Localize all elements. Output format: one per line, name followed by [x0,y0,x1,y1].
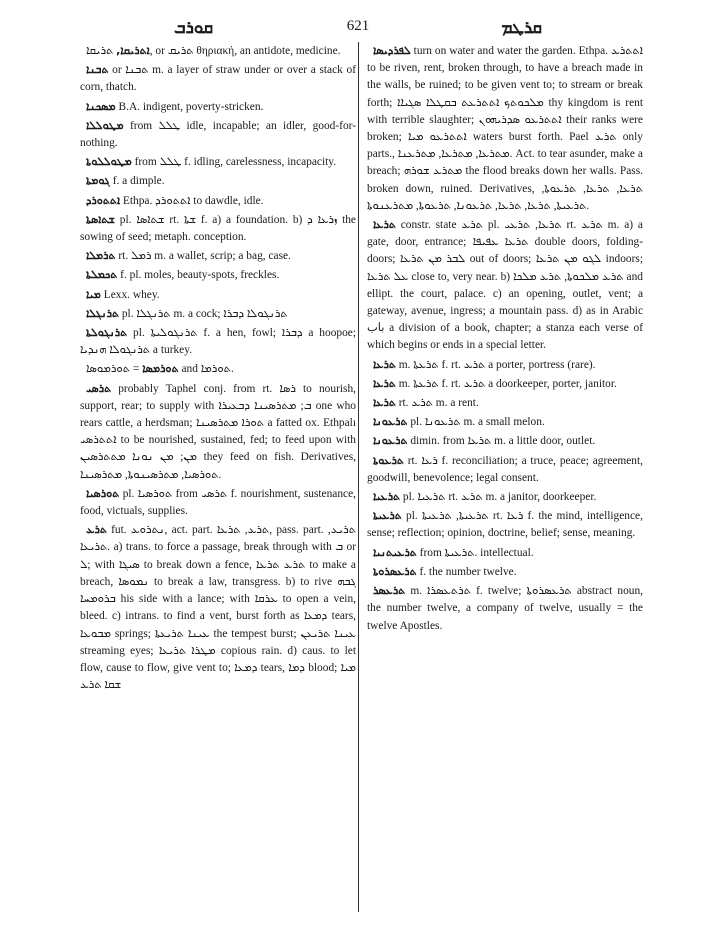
dictionary-entry [367,452,643,487]
dictionary-entry [367,356,643,374]
dictionary-entry [80,98,356,116]
entry-definition: = ܬܘܪܡܘܣܐ and ܬܘܪܡܐ. [86,363,234,376]
entry-headword: ܡܝܐ [86,287,101,301]
entry-headword: ܬܒܢܐ [86,63,109,77]
dictionary-entry [367,375,643,393]
entry-definition: from ܛܠܠ idle, incapable; an idler, good-for-nothing. [80,119,356,150]
entry-definition: dimin. from ܬܪܥܐ m. a little door, outlet. [407,435,596,448]
dictionary-entry [367,413,643,431]
dictionary-entry [80,485,356,520]
right-column [367,42,643,917]
dictionary-entry [367,42,643,215]
entry-definition: pl. ܬܘܪܣܝܐ from ܬܪܣܝ f. nourishment, sustenance, food, victuals, supplies. [80,487,356,518]
entry-headword: ܬܪܥ [86,523,107,537]
entry-headword: ܡܣܟܢܐ [86,99,116,113]
entry-headword: ܬܪܥܐ [373,357,396,371]
entry-headword: ܐܬܬܘܪܕ [86,193,121,207]
entry-headword: ܡܛܘܠܠܐ [86,118,124,132]
entry-definition: turn on water and water the garden. Ethpa. ܐܬܬܪܥ to be riven, rent, broken through, to have a breach made in the walls, be ruined; to be given vent to; to stream or break forth; ܡܠܟܘܬܟ ܐܬܬܪܥܬ ܒܩܛܠܐ ܣܓܝܐܐ thy kingdom is rent with terrible slaughter; ܐܬܬܪܥܘ ܣܕܪܝܗܘܢ their ranks were broken; ܐܬܬܪܥܘ ܡܝܐ waters burst forth. Pael ܬܪܥ only parts., ܡܬܪܥܐ, ܡܬܪܥܐ, ܡܬܪܥܢܐ. Act. to tear asunder, make a breach; ܡܬܪܥ ܫܘܪܗ the flood breaks down her walls. Pass. broken down, ruined. Derivatives, ܬܪܥܐ, ܬܪܥܐ, ܬܪܥܘܬܐ, ܬܪܥܝܬܐ, ܬܪܥܐ, ܬܪܥܐ, ܬܪܥܘܢܐ, ܬܪܥܘܬܐ, ܡܬܪܥܢܘܬܐ. [367,45,643,212]
dictionary-entry [80,286,356,304]
entry-headword: ܬܟܡܠܬܐ [86,268,118,282]
entry-headword: ܬܪܣܝ [86,381,112,395]
dictionary-entry [367,582,643,635]
running-head-right: ܩܪܛܡ [501,18,542,37]
running-head-left: ܩܘܪܒ [174,18,214,37]
entry-definition: f. pl. moles, beauty-spots, freckles. [117,269,280,282]
dictionary-entry [80,61,356,96]
dictionary-entry [80,247,356,265]
entry-headword: ܓܘܡܬܐ [86,174,110,188]
entry-headword: ܬܪܥܝܬܢܝܐ [373,545,417,559]
entry-headword: ܬܪܥܘܢܐ [373,434,408,448]
entry-headword: ܬܪܡܠܐ [86,249,116,263]
entry-definition: B.A. indigent, poverty-stricken. [115,100,264,113]
entry-definition: fut. ܢܬܪܘܥ, act. part. ܬܪܥ, ܬܪܥܐ, pass. part. ܬܪܝܥ, ܬܪܝܥܐ. a) trans. to force a passage, break through with ܒ or ܠ; with ܣܝܓܐ to break down a fence, ܬܪܥ ܬܪܥܐ to make a breach, ܢܡܘܣܐ to break a law, transgress. b) to rive ܓܒܗ ܒܪܘܡܚܐ his side with a lance; with ܥܪܩܐ to open a vein, bleed. c) intrans. to find a vent, burst forth as ܕܡܥܐ tears, ܡܒܘܥܐ springs; ܥܝܢܐ ܬܪܝܥܬܐ the tempest burst; ܥܝܢܐ ܬܪܝܥܢ streaming eyes; ܡܛܪܐ ܬܪܝܥܐ copious rain. d) caus. to let flow, cause to flow, give vent to; ܕܡܥܐ tears, ܕܡܐ blood; ܡܝܐ ܫܩܐ ܬܪܥ [80,524,356,692]
dictionary-entry [80,266,356,284]
entry-definition: Ethpa. ܐܬܬܘܪܕ to dawdle, idle. [120,194,264,207]
dictionary-entry [80,42,356,60]
entry-definition: from ܛܠܠ f. idling, carelessness, incapacity. [131,156,337,169]
entry-headword: ܐܬܪܝܩܐ, [116,44,150,57]
entry-headword: ܬܪܥܐ [373,376,396,390]
entry-definition: pl. ܬܪܢܓܘܠܝܬܐ f. a hen, fowl; ܕܒܪܐ a hoopoe; ܬܪܢܓܘܠܐ ܗܢܕܝܐ a turkey. [80,327,356,357]
entry-headword: ܬܪܢܓܘܠܬܐ [86,326,128,340]
entry-headword: ܬܘܪܡܣܐ [142,362,179,376]
entry-headword: ܫܬܐܣܬܐ [86,212,115,226]
dictionary-entry [367,432,643,450]
entry-definition: m. ܬܪܥܬܐ f. rt. ܬܪܥ a doorkeeper, porter, janitor. [395,377,617,390]
dictionary-entry [367,507,643,542]
entry-definition: f. a dimple. [109,175,165,188]
entry-definition: probably Taphel conj. from rt. ܪܣܐ to nourish, support, rear; to supply with ܒ; ܡܬܪܣܝܢܐ ܕܒܥܝܪܐ one who rears cattle, a herdsman; ܬܘܪܐ ܡܬܪܣܝܢܐ a fatted ox. Ethpalı ܐܬܬܪܣܝ to be nourished, sustained, fed; to feed upon with ܡܢ; ܡܢ ܢܘܢܐ ܡܬܬܪܣܝܢ they feed on fish. Derivatives, ܬܘܪܣܝܐ, ܡܬܪܣܝܢܘܬܐ, ܡܬܪܣܝܢܐ. [80,382,356,481]
dictionary-entry [367,216,643,355]
dictionary-entry [80,380,356,484]
column-divider [358,42,359,912]
entry-definition: pl. ܬܪܥܘܢܐ m. a small melon. [407,416,545,429]
dictionary-entry [80,324,356,359]
dictionary-entry [367,394,643,412]
dictionary-entry [80,172,356,190]
entry-headword: ܬܪܢܓܠܐ [86,306,119,320]
entry-definition: constr. state ܬܪܥ pl. ܬܪܥܐ, ܬܪܥܝ rt. ܬܪܥ m. a) a gate, door, entrance; ܬܪܥܐ ܥܦܝܦܐ double doors, folding-doors; ܠܒܪ ܡܢ ܬܪܥܐ out of doors; ܠܓܘ ܡܢ ܬܪܥܐ indoors; ܥܠ ܬܪܥܐ close to, very near. b) ܬܪܥ ܡܠܟܘܬܐ, ܬܪܥ ܡܠܟܐ and ellipt. the court, palace. c) an opening, outlet, vent; a gateway, avenue, ingress; a mountain pass. d) as in Arabic باب a division of a book, chapter; a stanza each verse of which begins or ends in a special letter. [367,219,643,352]
page-number: 621 [346,18,370,34]
left-column [80,42,356,917]
entry-definition: pl. ܬܪܥܝܐ rt. ܬܪܥ m. a janitor, doorkeeper. [400,491,597,504]
entry-definition: f. the number twelve. [416,565,517,578]
entry-definition: or ܬܒܢܐ m. a layer of straw under or over a stack of corn, thatch. [80,64,356,94]
entry-definition: from ܬܪܥܝܬܐ. intellectual. [416,546,534,559]
entry-definition: Lexx. whey. [100,288,160,301]
entry-definition: m. ܬܪܥܬܐ f. rt. ܬܪܥ a porter, portress (rare). [395,358,596,371]
dictionary-entry [80,211,356,246]
dictionary-entry [80,305,356,323]
entry-definition: rt. ܬܪܥ m. a rent. [395,397,479,410]
dictionary-entry [80,521,356,694]
entry-headword: ܠܦܪܕܝܣܐ [373,44,411,57]
entry-definition: rt. ܪܥܐ f. reconciliation; a truce, peace; agreement, goodwill, benevolence; legal consent. [367,454,643,484]
entry-headword: ܬܪܥܝܬܐ [373,509,402,523]
entry-headword: ܬܪܥܐ [373,218,396,232]
dictionary-entry [80,117,356,152]
entry-headword: ܡܛܘܠܠܘܬܐ [86,155,132,169]
entry-definition: pl. ܫܬܐܣܐ rt. ܫܬܐ f. a) a foundation. b) ܙܪܥܐ ܕ the sowing of seed; metaph. conception. [80,213,356,244]
entry-headword: ܬܪܥܣܪ [373,584,406,598]
entry-definition: rt. ܪܡܠ m. a wallet, scrip; a bag, case. [115,250,291,263]
dictionary-entry [80,360,356,378]
entry-headword: ܬܪܥܝܐ [373,490,401,504]
dictionary-entry [367,488,643,506]
dictionary-entry [367,563,643,581]
dictionary-entry [367,544,643,562]
running-head [80,14,636,42]
entry-headword: ܬܘܪܣܝܐ [86,486,120,500]
entry-headword: ܬܪܥܐ [373,396,396,410]
entry-definition: pl. ܬܪܥܝܬܐ, ܬܪܥܝܬܐ rt. ܪܥܐ f. the mind, intelligence, sense; reflection; opinion, doctrine, belief; sense, meaning. [367,510,643,540]
entry-headword: ܬܪܥܘܢܐ [373,415,408,429]
entry-headword: ܬܪܥܘܬܐ [373,453,404,467]
dictionary-entry [80,153,356,171]
entry-definition: pl. ܬܪܢܓܠܐ m. a cock; ܬܪܢܓܘܠܐ ܕܒܪܐ [119,307,288,320]
entry-headword: ܬܪܥܣܪܘܬܐ [373,564,417,578]
dictionary-entry [80,192,356,210]
entry-definition: ܬܪܝܩܐ, or ܬܪܝܩ θηριακή, an antidote, medicine. [86,45,341,57]
entry-definition: m. ܬܪܬܥܣܪܐ f. twelve; ܬܪܥܣܪܘܬܐ abstract noun, the number twelve, a company of twelve, usually = the twelve Apostles. [367,585,643,632]
